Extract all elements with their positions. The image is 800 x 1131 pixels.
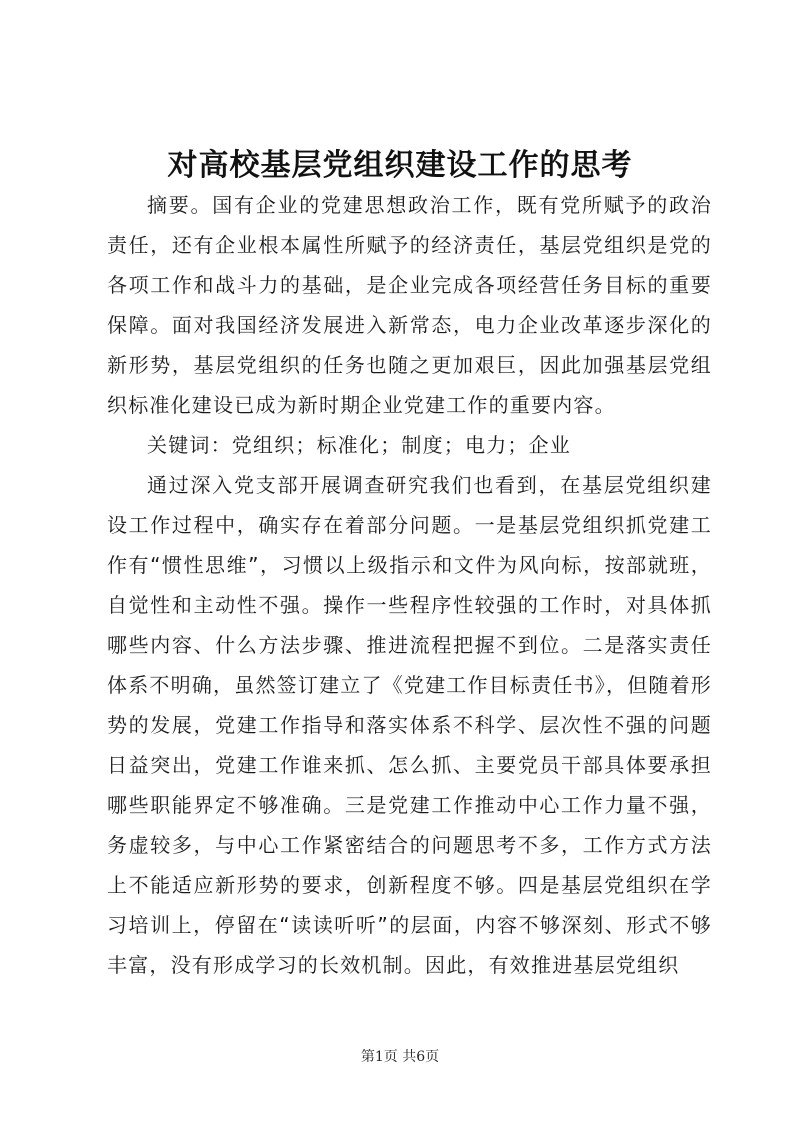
body-paragraph: 通过深入党支部开展调查研究我们也看到，在基层党组织建设工作过程中，确实存在着部分问题。一是基层党组织抓党建工作有“惯性思维”，习惯以上级指示和文件为风向标，按部就班，自觉性和主动性不强。操作一些程序性较强的工作时，对具体抓哪些内容、什么方法步骤、推进流程把握不到位。二是落实责任体系不明确，虽然签订建立了《党建工作目标责任书》，但随着形势的发展，党建工作指导和落实体系不科学、层次性不强的问题日益突出，党建工作谁来抓、怎么抓、主要党员干部具体要承担哪些职能界定不够准确。三是党建工作推动中心工作力量不强，务虚较多，与中心工作紧密结合的问题思考不多，工作方式方法上不能适应新形势的要求，创新程度不够。四是基层党组织在学习培训上，停留在“读读听听”的层面，内容不够深刻、形式不够丰富，没有形成学习的长效机制。因此，有效推进基层党组织 (107, 473, 712, 977)
document-title: 对高校基层党组织建设工作的思考 (167, 148, 633, 183)
document-body (107, 185, 712, 985)
abstract-paragraph: 摘要。国有企业的党建思想政治工作，既有党所赋予的政治责任，还有企业根本属性所赋予的经济责任，基层党组织是党的各项工作和战斗力的基础，是企业完成各项经营任务目标的重要保障。面对我国经济发展进入新常态，电力企业改革逐步深化的新形势，基层党组织的任务也随之更加艰巨，因此加强基层党组织标准化建设已成为新时期企业党建工作的重要内容。 (107, 193, 712, 417)
keywords-paragraph: 关键词：党组织；标准化；制度；电力；企业 (147, 433, 571, 457)
page-footer: 第1页 共6页 (360, 1049, 440, 1065)
